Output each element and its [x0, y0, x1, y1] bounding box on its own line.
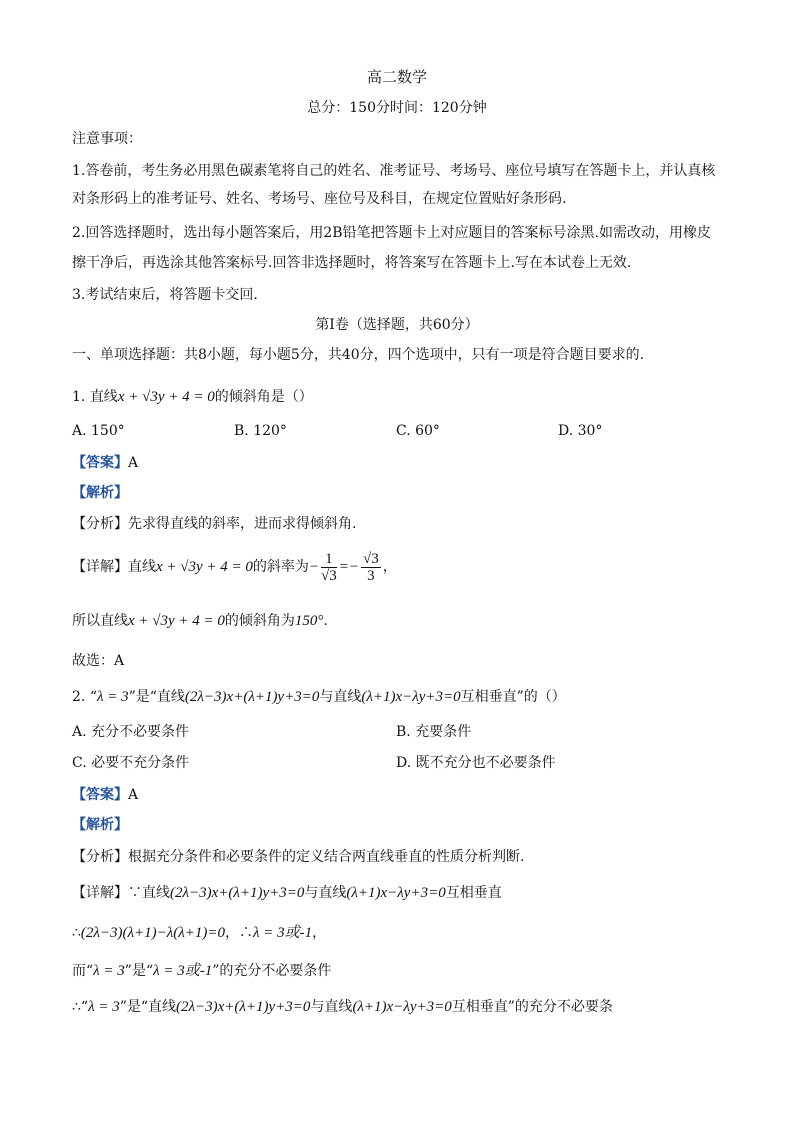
notice-item-2-line-2: 擦干净后，再选涂其他答案标号.回答非选择题时，将答案写在答题卡上.写在本试卷上无效.	[72, 255, 632, 271]
q1-option-a: A. 150°	[72, 423, 125, 439]
answer-value: A	[128, 787, 139, 803]
q2-fenxi	[72, 846, 734, 868]
condition: λ = 3	[93, 963, 125, 979]
notice-item-3: 3.考试结束后，将答题卡交回.	[72, 287, 258, 303]
detail-text: ”是“直线	[119, 999, 177, 1015]
equation-1: (2λ−3)x+(λ+1)y+3=0	[184, 689, 320, 705]
notice-heading: 注意事项：	[72, 131, 142, 147]
detail-text: 的斜率为	[252, 559, 309, 575]
section-instruction: 一、单项选择题：共8小题，每小题5分，共40分，四个选项中，只有一项是符合题目要求的.	[72, 347, 645, 363]
detail-text: ∴“	[72, 999, 89, 1015]
analysis-tag: 【解析】	[72, 485, 128, 501]
q2-detail-line-2	[72, 922, 734, 944]
notice-item-2-line-1: 2.回答选择题时，选出每小题答案后，用2B铅笔把答题卡上对应题目的答案标号涂黑.如需改动，用橡皮	[72, 225, 712, 241]
q1-fenxi	[72, 513, 734, 535]
page-title: 高二数学	[366, 68, 427, 86]
detail-text: ，	[382, 559, 397, 575]
q2-option-b: B. 充要条件	[396, 724, 472, 740]
q1-option-b: B. 120°	[234, 423, 287, 439]
notice-item-1-line-1: 1.答卷前，考生务必用黑色碳素笔将自己的姓名、准考证号、考场号、座位号填写在答题卡上，并认真核	[72, 163, 716, 179]
detail-text: 与直线	[304, 885, 347, 901]
detail-text: 互相垂直	[445, 885, 502, 901]
equation-2: (λ+1)x−λy+3=0	[346, 885, 446, 901]
q2-analysis-tag	[72, 814, 734, 836]
condition: λ = 3	[96, 689, 129, 705]
answer-tag: 【答案】	[72, 787, 128, 803]
angle-value: 150°	[294, 613, 324, 629]
slope-fraction: − $\frac{1}{√3}$ =− $\frac{√3}{3}$	[308, 551, 379, 585]
q2-detail-line-3	[72, 960, 734, 982]
fenxi-tag: 【分析】	[72, 849, 128, 865]
equation-2: (λ+1)x−λy+3=0	[352, 999, 452, 1015]
question-text: 的倾斜角是（）	[214, 389, 313, 405]
q1-detail-line-2	[72, 610, 734, 632]
detail-text: 的倾斜角为	[224, 613, 295, 629]
q2-detail-line-1	[72, 882, 734, 904]
detail-text: 所以直线	[72, 613, 128, 629]
question-text: “	[89, 689, 97, 705]
detail-text: 与直线	[310, 999, 353, 1015]
q2-answer	[72, 784, 734, 806]
equation: x + √3y + 4 = 0	[117, 389, 215, 405]
detail-text: ，∴	[225, 925, 253, 941]
solution: λ = 3或-1	[253, 925, 313, 941]
question-text: 互相垂直”的（）	[460, 689, 566, 705]
q1-conclusion: 故选：A	[72, 653, 125, 669]
page-subtitle: 总分：150分时间：120分钟	[307, 100, 487, 116]
notice-item-1-line-2: 对条形码上的准考证号、姓名、考场号、座位号及科目，在规定位置贴好条形码.	[72, 191, 567, 207]
equation-1: (2λ−3)x+(λ+1)y+3=0	[170, 885, 305, 901]
equation: x + √3y + 4 = 0	[156, 559, 253, 575]
detail-text: 直线	[128, 559, 156, 575]
section-title: 第Ⅰ卷（选择题，共60分）	[315, 317, 479, 333]
detail-text: ”是“	[124, 963, 154, 979]
detail-text: 互相垂直”的充分不必要条	[451, 999, 613, 1015]
fenxi-tag: 【分析】	[72, 516, 128, 532]
question-number: 2.	[72, 689, 86, 705]
detail-text: ∵直线	[128, 885, 170, 901]
answer-tag: 【答案】	[72, 455, 128, 471]
equation: x + √3y + 4 = 0	[128, 613, 225, 629]
q1-option-c: C. 60°	[396, 423, 440, 439]
detail-text: ，	[312, 925, 327, 941]
fenxi-text: 根据充分条件和必要条件的定义结合两直线垂直的性质分析判断.	[128, 849, 525, 865]
q2-option-d: D. 既不充分也不必要条件	[396, 755, 556, 771]
q1-detail-line-1	[72, 550, 734, 584]
detail-text: .	[323, 613, 328, 629]
question-number: 1.	[72, 389, 86, 405]
condition: λ = 3	[88, 999, 120, 1015]
question-text: 与直线	[319, 689, 362, 705]
q1-option-d: D. 30°	[558, 423, 603, 439]
question-text: ”是“直线	[128, 689, 185, 705]
detail-text: ”的充分不必要条件	[212, 963, 332, 979]
q2-option-a: A. 充分不必要条件	[72, 724, 190, 740]
detail-tag: 【详解】	[72, 559, 128, 575]
detail-text: 而“	[72, 963, 94, 979]
analysis-tag: 【解析】	[72, 817, 128, 833]
q2-detail-line-4	[72, 996, 794, 1018]
fenxi-text: 先求得直线的斜率，进而求得倾斜角.	[128, 516, 357, 532]
q1-answer	[72, 452, 734, 474]
question-text: 直线	[89, 389, 118, 405]
equation-1: (2λ−3)x+(λ+1)y+3=0	[176, 999, 311, 1015]
equation-2: (λ+1)x−λy+3=0	[361, 689, 461, 705]
q2-option-c: C. 必要不充分条件	[72, 755, 190, 771]
question-1-stem	[72, 386, 734, 408]
answer-value: A	[128, 455, 139, 471]
detail-text: ∴	[72, 925, 81, 941]
detail-tag: 【详解】	[72, 885, 128, 901]
condition: λ = 3或-1	[153, 963, 213, 979]
q1-analysis-tag	[72, 482, 734, 504]
question-2-stem	[72, 686, 734, 708]
equation: (2λ−3)(λ+1)−λ(λ+1)=0	[80, 925, 225, 941]
